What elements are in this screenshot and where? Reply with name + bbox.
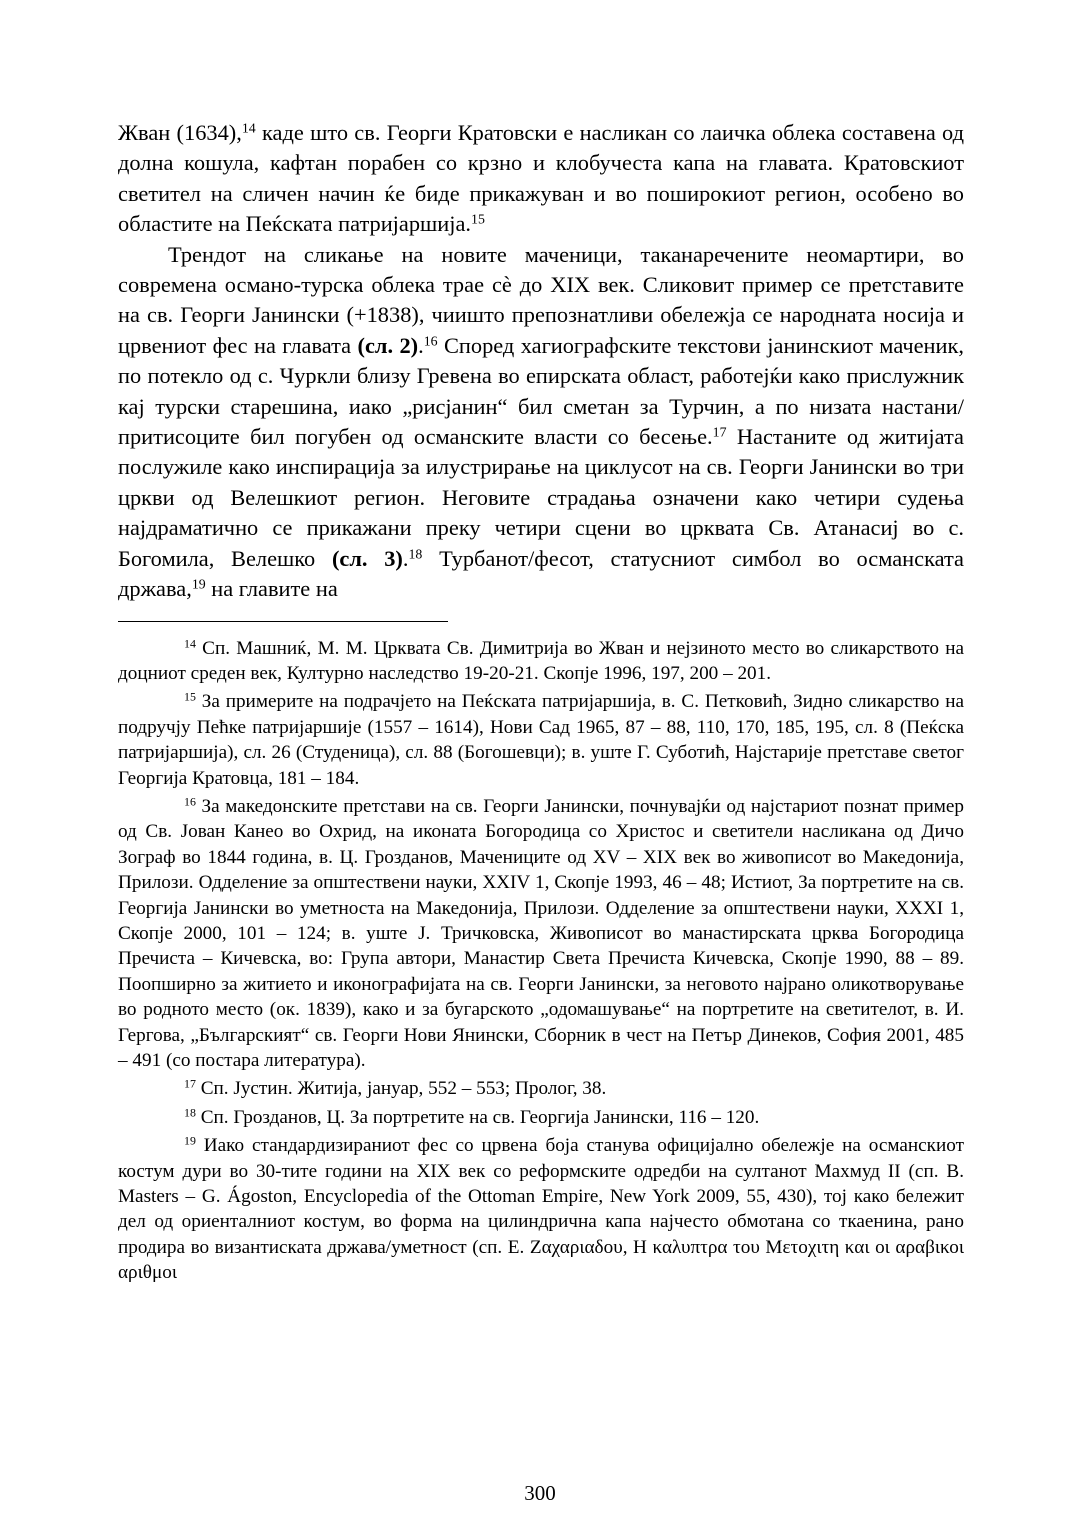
footnote-number: 19 <box>184 1133 196 1148</box>
footnote-number: 14 <box>184 635 196 650</box>
footnote-ref-19: 19 <box>191 577 206 593</box>
text-run: Настаните од житијата послужиле како инспирација за илустрирање на циклусот на св. Георги Јанински во три цркви од Велешкиот регион. Неговите страдања означени како четири судења најдраматично се прикажани преку четири сцени во црквата Св. Атанасиј во с. Богомила, Велешко <box>118 424 964 571</box>
footnote-separator <box>118 621 448 622</box>
paragraph-2 <box>118 240 964 605</box>
main-text <box>118 118 964 605</box>
footnote-ref-17: 17 <box>712 425 727 441</box>
footnote-number: 18 <box>184 1105 196 1120</box>
footnote-16 <box>118 794 964 1073</box>
footnotes <box>118 636 964 1286</box>
text-run: Трендот на сликање на новите маченици, таканаречените неомартири, во современа османо-турска облека трае сѐ до XIX век. Сликовит пример се претставите на св. Георги Јанински (+1838), чиишто препознатливи обележја се народната носија и црвениот фес на главата <box>118 241 964 358</box>
figure-ref-2: (сл. 2) <box>357 332 419 358</box>
text-run: Жван (1634), <box>118 120 242 145</box>
text-run: каде што св. Георги Кратовски е насликан со лаичка облека составена од долна кошула, кафтан порабен со крзно и клобучеста капа на главата. Кратовскиот светител на сличен начин ќе биде прикажуван и во поширокиот регион, особено во областите на Пеќската патријаршија. <box>118 120 964 237</box>
footnote-ref-16: 16 <box>423 334 438 350</box>
footnote-number: 15 <box>184 689 196 704</box>
footnote-19 <box>118 1133 964 1285</box>
paragraph-1 <box>118 118 964 240</box>
footnote-14 <box>118 636 964 687</box>
footnote-ref-18: 18 <box>408 547 423 563</box>
text-run: Турбанот/фесот, статусниот симбол во османската држава, <box>118 545 964 602</box>
footnote-text: Сп. Грозданов, Ц. За портретите на св. Георгија Јанински, 116 – 120. <box>195 1106 760 1128</box>
footnote-ref-14: 14 <box>241 121 256 137</box>
footnote-18 <box>118 1105 964 1130</box>
text-run: . <box>418 332 424 358</box>
footnote-15 <box>118 689 964 791</box>
footnote-number: 17 <box>184 1076 196 1091</box>
text-run: . <box>402 545 409 571</box>
footnote-ref-15: 15 <box>471 212 485 228</box>
footnote-text: За македонските претстави на св. Георги Јанински, почнувајќи од најстариот познат пример од Св. Јован Канео во Охрид, на иконата Богородица со Христос и светители насликана од Дичо Зограф во 1844 година, в. Ц. Грозданов, Мачениците од XV – XIX век во живописот во Македонија, Прилози. Одделение за општествени науки, XXIV 1, Скопје 1993, 46 – 48; Истиот, За портретите на св. Георгија Јанински во уметноста на Македонија, Прилози. Одделение за општествени науки, XXXI 1, Скопје 2000, 101 – 124; в. уште Ј. Тричковска, Живописот во манастирската црква Богородица Пречиста – Кичевска, во: Група автори, Манастир Света Пречиста Кичевска, Скопје 1990, 88 – 89. Поопширно за житието и иконографијата на св. Георги Јанински, за неговото најрано оликотворување во родното место (ок. 1839), како и за бугарското „одомашување“ на портретите на светителот, в. И. Гергова, „Българският“ св. Георги Нови Янински, Сборник в чест на Петър Динеков, София 2001, 485 – 491 (со постара литература). <box>118 795 964 1071</box>
text-run: на главите на <box>205 576 338 602</box>
footnote-number: 16 <box>184 794 196 809</box>
text-run: Според хагиографските текстови јанинскиот маченик, по потекло од с. Чуркли близу Гревена во епирската област, работејќи како прислужник кај турски старешина, иако „рисјанин“ бил сметан за Турчин, а по низата настани/притисоците бил погубен од османските власти со бесење. <box>118 332 964 450</box>
page-content <box>118 118 964 1289</box>
page-number: 300 <box>524 1481 556 1505</box>
footnote-17 <box>118 1076 964 1101</box>
footnote-text: Сп. Јустин. Житија, јануар, 552 – 553; Пролог, 38. <box>195 1078 607 1100</box>
footnote-text: Иако стандардизираниот фес со црвена боја станува официјално обележје на османскиот костум дури во 30-тите години на XIX век со реформските одредби на султанот Махмуд II (сп. B. Masters – G. Ágoston, Encyclopedia of the Ottoman Empire, New York 2009, 55, 430), тој како бележит дел од ориенталниот костум, во форма на цилиндрична капа најчесто обмотана со ткаенина, рано продира во византиската држава/уметност (сп. Ε. Ζαχαριαδου, Η καλυπτρα του Μετοχιτη και οι αραβικοι αριθμοι <box>118 1135 964 1284</box>
footnote-text: За примерите на подрачјето на Пеќската патријаршија, в. С. Петковић, Зидно сликарство на подручју Пећке патријаршије (1557 – 1614), Нови Сад 1965, 87 – 88, 110, 170, 185, 195, сл. 8 (Пеќска патријаршија), сл. 26 (Студеница), сл. 88 (Богошевци); в. уште Г. Суботић, Најстарије претставе светог Георгија Кратовца, 181 – 184. <box>118 691 964 789</box>
figure-ref-3: (сл. 3) <box>331 545 403 571</box>
footnote-text: Сп. Машниќ, М. М. Црквата Св. Димитрија во Жван и нејзиното место во сликарството на доцниот среден век, Културно наследство 19-20-21. Скопје 1996, 197, 200 – 201. <box>118 637 964 684</box>
